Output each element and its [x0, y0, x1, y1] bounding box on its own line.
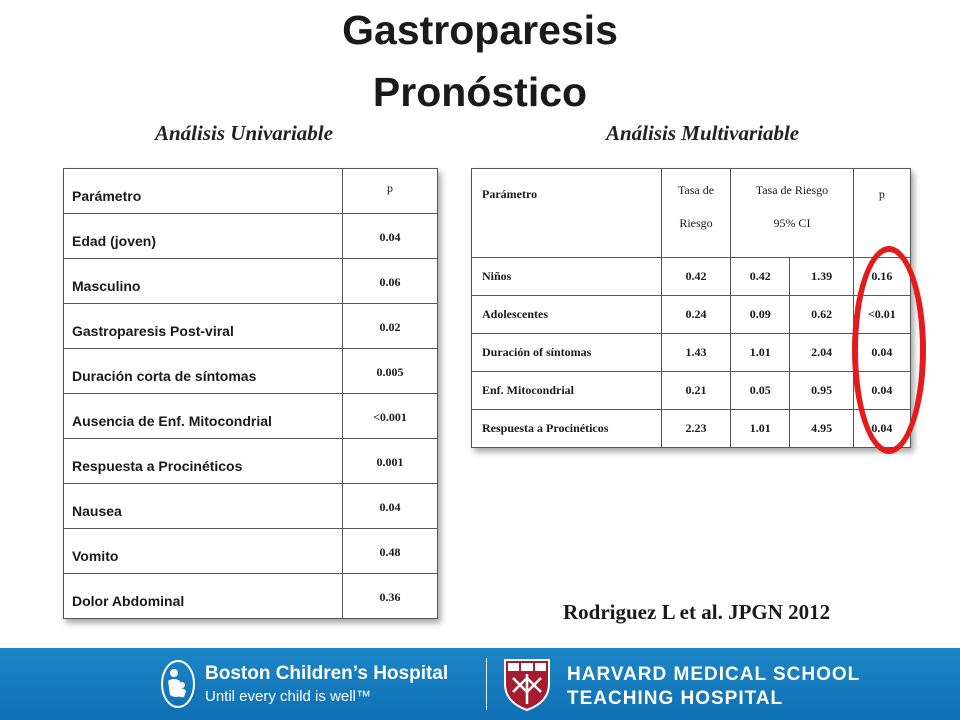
row-p-value: <0.001 — [343, 394, 438, 439]
row-parameter: Enf. Mitocondrial — [472, 372, 662, 410]
table-header-row — [64, 169, 438, 214]
row-rate: 0.21 — [661, 372, 730, 410]
boston-childrens-logo-icon — [160, 659, 196, 709]
header-parameter: Parámetro — [472, 169, 662, 258]
header-rate — [661, 169, 730, 258]
header-parameter: Parámetro — [64, 169, 343, 214]
row-p-value: 0.04 — [853, 410, 910, 448]
bch-tagline: Until every child is well™ — [205, 688, 371, 705]
multivariable-table — [471, 168, 911, 448]
table-row — [472, 258, 911, 296]
header-ci-line2: 95% CI — [773, 216, 811, 230]
row-rate: 0.42 — [661, 258, 730, 296]
row-p-value: 0.001 — [343, 439, 438, 484]
row-ci-low: 0.05 — [731, 372, 790, 410]
table-header-row — [472, 169, 911, 258]
row-parameter: Duración corta de síntomas — [64, 349, 343, 394]
table-row — [64, 349, 438, 394]
table-row — [472, 296, 911, 334]
row-parameter: Niños — [472, 258, 662, 296]
citation: Rodriguez L et al. JPGN 2012 — [563, 600, 831, 624]
table-row — [472, 372, 911, 410]
row-p-value: 0.04 — [853, 334, 910, 372]
row-p-value: 0.02 — [343, 304, 438, 349]
table-row — [64, 574, 438, 619]
hms-subtitle: TEACHING HOSPITAL — [567, 688, 784, 709]
row-p-value: <0.01 — [853, 296, 910, 334]
table-row — [64, 529, 438, 574]
table-row — [64, 439, 438, 484]
table-row — [64, 259, 438, 304]
row-rate: 2.23 — [661, 410, 730, 448]
row-rate: 0.24 — [661, 296, 730, 334]
table-row — [472, 410, 911, 448]
row-parameter: Dolor Abdominal — [64, 574, 343, 619]
row-parameter: Gastroparesis Post-viral — [64, 304, 343, 349]
row-parameter: Edad (joven) — [64, 214, 343, 259]
row-ci-high: 4.95 — [790, 410, 853, 448]
table-row — [472, 334, 911, 372]
row-p-value: 0.005 — [343, 349, 438, 394]
row-ci-high: 1.39 — [790, 258, 853, 296]
row-ci-low: 1.01 — [731, 410, 790, 448]
row-parameter: Duración of síntomas — [472, 334, 662, 372]
hms-name: HARVARD MEDICAL SCHOOL — [567, 664, 861, 685]
header-p: p — [853, 169, 910, 258]
bch-name: Boston Children’s Hospital — [205, 663, 449, 684]
row-p-value: 0.06 — [343, 259, 438, 304]
table-row — [64, 394, 438, 439]
table-row — [64, 214, 438, 259]
header-ci — [731, 169, 854, 258]
table-row — [64, 484, 438, 529]
row-p-value: 0.48 — [343, 529, 438, 574]
header-ci-line1: Tasa de Riesgo — [755, 183, 829, 197]
header-rate-line1: Tasa de — [677, 183, 715, 197]
highlight-ellipse — [852, 246, 926, 454]
slide-title-line2: Pronóstico — [372, 69, 588, 115]
row-parameter: Adolescentes — [472, 296, 662, 334]
multivariable-heading: Análisis Multivariable — [606, 121, 800, 145]
row-p-value: 0.04 — [343, 214, 438, 259]
row-p-value: 0.16 — [853, 258, 910, 296]
row-parameter: Masculino — [64, 259, 343, 304]
table-row — [64, 304, 438, 349]
row-parameter: Respuesta a Procinéticos — [472, 410, 662, 448]
footer-banner — [0, 648, 960, 720]
footer-divider — [486, 658, 487, 710]
row-p-value: 0.04 — [343, 484, 438, 529]
row-p-value: 0.04 — [853, 372, 910, 410]
header-p: p — [343, 169, 438, 214]
univariable-table — [63, 168, 438, 619]
row-ci-low: 1.01 — [731, 334, 790, 372]
row-parameter: Nausea — [64, 484, 343, 529]
univariable-heading: Análisis Univariable — [155, 121, 333, 145]
harvard-shield-icon — [503, 658, 551, 712]
row-parameter: Respuesta a Procinéticos — [64, 439, 343, 484]
row-ci-low: 0.42 — [731, 258, 790, 296]
row-ci-high: 0.95 — [790, 372, 853, 410]
row-p-value: 0.36 — [343, 574, 438, 619]
row-parameter: Vomito — [64, 529, 343, 574]
row-ci-high: 0.62 — [790, 296, 853, 334]
row-rate: 1.43 — [661, 334, 730, 372]
slide-title-line1: Gastroparesis — [342, 7, 618, 53]
header-rate-line2: Riesgo — [679, 216, 713, 230]
row-parameter: Ausencia de Enf. Mitocondrial — [64, 394, 343, 439]
row-ci-high: 2.04 — [790, 334, 853, 372]
row-ci-low: 0.09 — [731, 296, 790, 334]
